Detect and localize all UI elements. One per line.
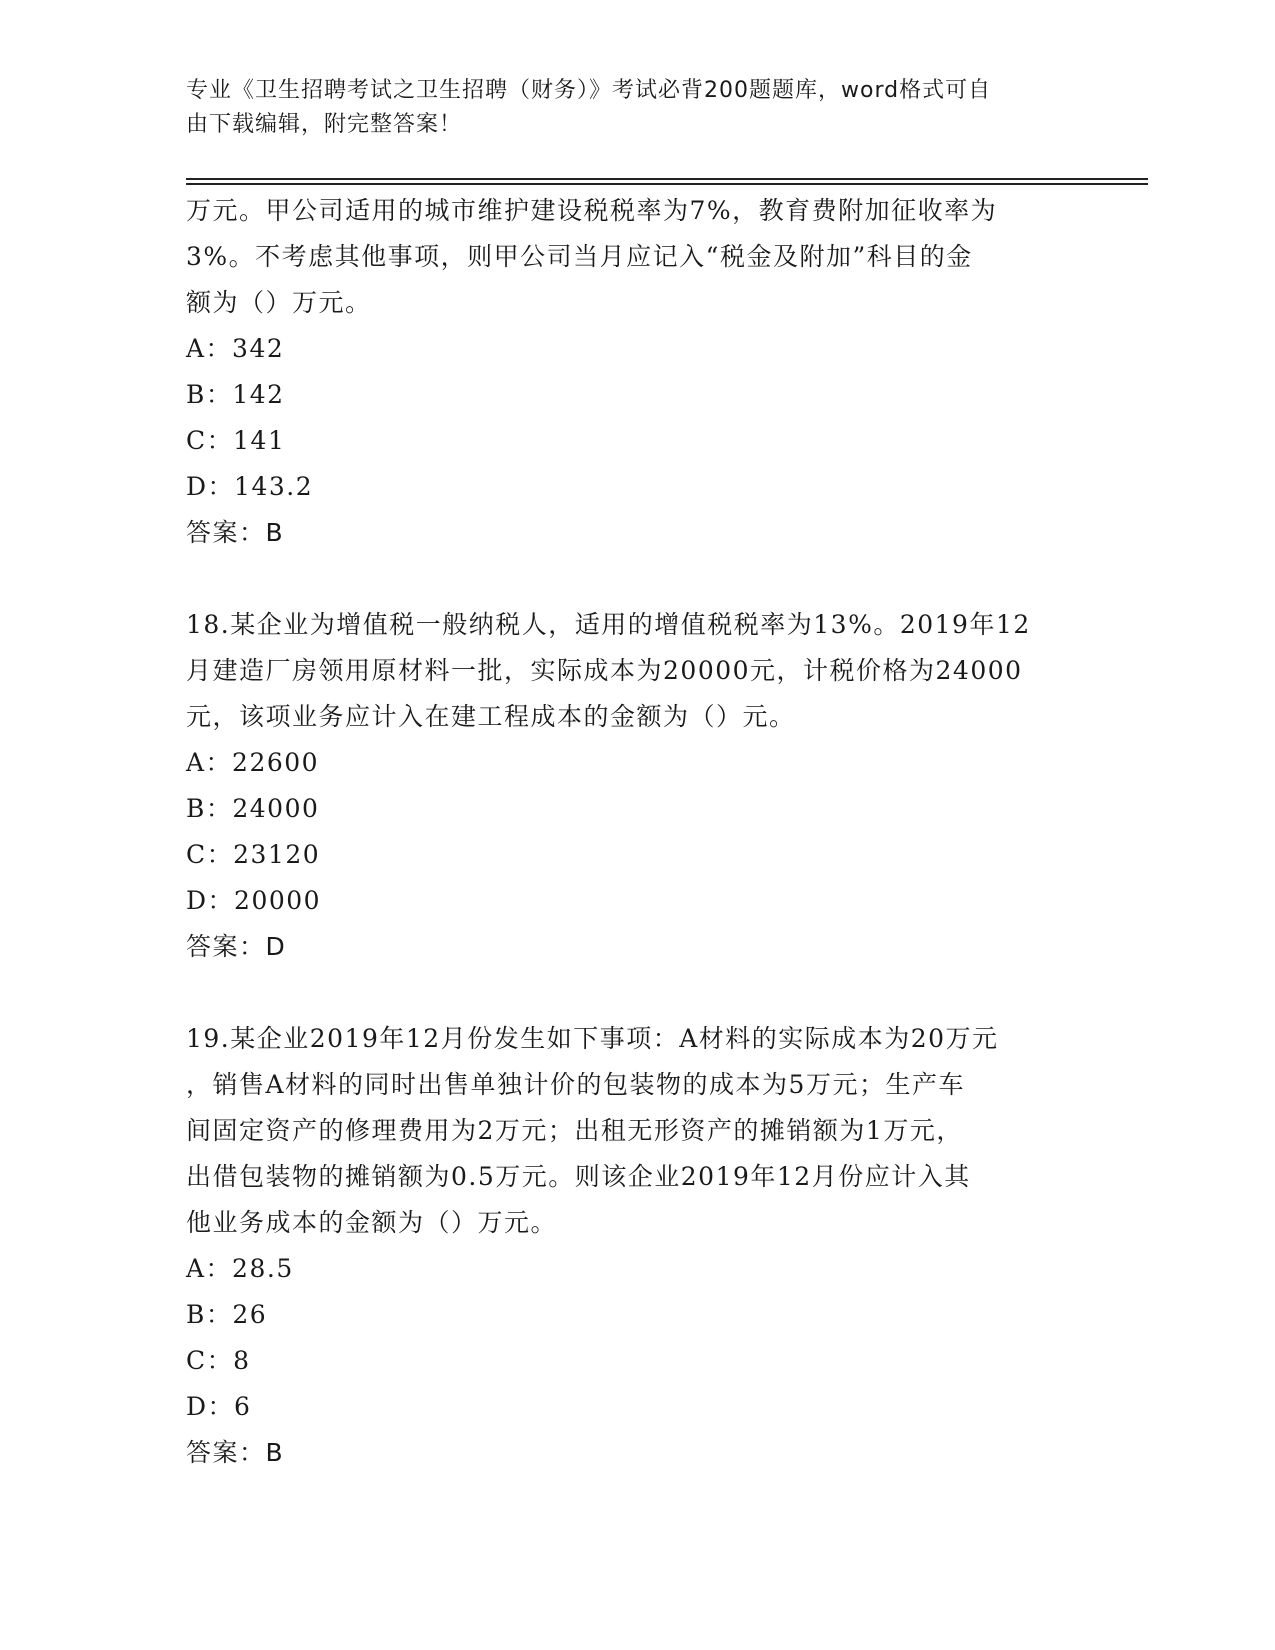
question-17 [186,188,1086,556]
question-text-line: 万元。甲公司适用的城市维护建设税税率为7%，教育费附加征收率为 [186,196,998,225]
option-a: A：28.5 [186,1254,294,1283]
option-d: D：20000 [186,886,322,915]
option-d: D：143.2 [186,472,314,501]
question-text-line: 19.某企业2019年12月份发生如下事项：A材料的实际成本为20万元 [186,1024,999,1053]
option-b: B：24000 [186,794,320,823]
header-rule-bottom [186,183,1148,185]
header-line-1: 专业《卫生招聘考试之卫生招聘（财务）》考试必背200题题库，word格式可自 [186,78,992,103]
question-18 [186,602,1086,970]
document-body [186,188,1086,1476]
question-text-line: 额为（）万元。 [186,288,372,317]
document-header [186,74,1066,142]
header-rule-top [186,178,1148,180]
option-b: B：26 [186,1300,268,1329]
option-a: A：342 [186,334,285,363]
question-text-line: 出借包装物的摊销额为0.5万元。则该企业2019年12月份应计入其 [186,1162,971,1191]
question-text-line: 18.某企业为增值税一般纳税人，适用的增值税税率为13%。2019年12 [186,610,1031,639]
option-b: B：142 [186,380,285,409]
option-c: C：23120 [186,840,321,869]
option-c: C：141 [186,426,286,455]
question-19 [186,1016,1086,1476]
spacer [186,556,1086,602]
question-text-line: ，销售A材料的同时出售单独计价的包装物的成本为5万元；生产车 [186,1070,965,1099]
spacer [186,970,1086,1016]
question-text-line: 他业务成本的金额为（）万元。 [186,1208,558,1237]
option-a: A：22600 [186,748,320,777]
question-text-line: 3%。不考虑其他事项，则甲公司当月应记入“税金及附加”科目的金 [186,242,973,271]
question-text-line: 元，该项业务应计入在建工程成本的金额为（）元。 [186,702,796,731]
question-text-line: 间固定资产的修理费用为2万元；出租无形资产的摊销额为1万元， [186,1116,963,1145]
answer-label: 答案：D [186,932,287,961]
question-text-line: 月建造厂房领用原材料一批，实际成本为20000元，计税价格为24000 [186,656,1023,685]
answer-label: 答案：B [186,518,285,547]
option-d: D：6 [186,1392,252,1421]
answer-label: 答案：B [186,1438,285,1467]
option-c: C：8 [186,1346,251,1375]
header-line-2: 由下载编辑，附完整答案！ [186,112,463,137]
